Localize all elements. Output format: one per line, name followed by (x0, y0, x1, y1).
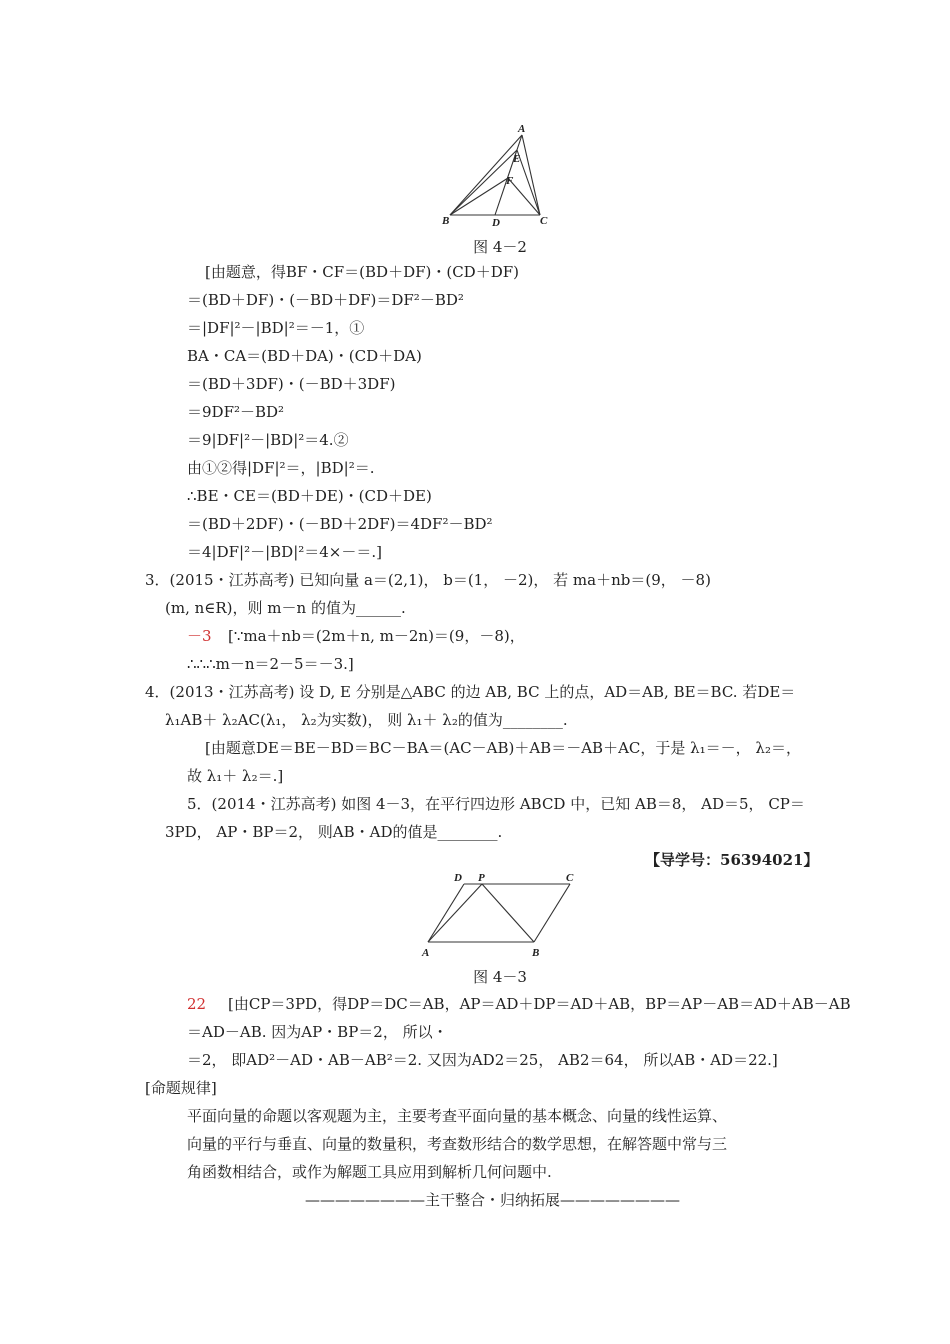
figure-4-3-caption: 图 4－3 (473, 968, 527, 986)
figure-4-3 (418, 870, 588, 960)
p3-stem-2: (m, n∈R)，则 m－n 的值为______. (165, 599, 406, 617)
p2-line-2: ＝(BD＋DF)・(－BD＋DF)＝DF²－BD² (187, 291, 464, 309)
rule-line-3: 角函数相结合，或作为解题工具应用到解析几何问题中. (187, 1163, 552, 1181)
p5-stem-1: 5．(2014・江苏高考) 如图 4－3，在平行四边形 ABCD 中，已知 AB＝8， AD＝5， CP＝ (187, 795, 805, 813)
edge-ad (428, 884, 464, 942)
p3-solution-1: [∵ma＋nb＝(2m＋n, m－2n)＝(9，－8)， (228, 627, 525, 645)
rule-line-1: 平面向量的命题以客观题为主，主要考查平面向量的基本概念、向量的线性运算、 (187, 1107, 728, 1125)
label-d: D (492, 217, 500, 229)
label-b: B (442, 215, 450, 227)
figure-4-2-caption: 图 4－2 (473, 238, 527, 256)
p2-line-6: ＝9DF²－BD² (187, 403, 285, 421)
label-c: C (540, 215, 548, 227)
p5-solution-3: ＝2， 即AD²－AD・AB－AB²＝2. 又因为AD2＝25， AB2＝64， 所以AB・AD＝22.] (187, 1051, 778, 1069)
label-b: B (532, 947, 540, 959)
p5-solution-2: ＝AD－AB. 因为AP・BP＝2， 所以・ (187, 1023, 448, 1041)
p3-stem-1: 3．(2015・江苏高考) 已知向量 a＝(2,1)， b＝(1， －2)， 若 ma＋nb＝(9， －8) (145, 571, 711, 589)
p3-answer: －3 (187, 627, 212, 645)
p3-solution-2: ∴∴∴m－n＝2－5＝－3.] (187, 655, 354, 673)
p2-line-5: ＝(BD＋3DF)・(－BD＋3DF) (187, 375, 396, 393)
p2-line-4: BA・CA＝(BD＋DA)・(CD＋DA) (187, 347, 422, 365)
p2-line-7: ＝9|DF|²－|BD|²＝4.② (187, 431, 349, 449)
label-f: F (506, 175, 514, 187)
section-divider: ————————主干整合・归纳拓展———————— (305, 1191, 681, 1209)
p5-solution-1: [由CP＝3PD，得DP＝DC＝AB，AP＝AD＋DP＝AD＋AB，BP＝AP－AB＝AD＋AB－AB (228, 995, 851, 1013)
p4-solution-1: [由题意DE＝BE－BD＝BC－BA＝(AC－AB)＋AB＝－AB＋AC，于是 λ₁＝－， λ₂＝， (205, 739, 801, 757)
label-c: C (566, 872, 574, 884)
p2-line-11: ＝4|DF|²－|BD|²＝4×－＝.] (187, 543, 383, 561)
rule-heading: [命题规律] (145, 1079, 217, 1097)
p2-line-1: [由题意，得BF・CF＝(BD＋DF)・(CD＋DF) (205, 263, 519, 281)
rule-line-2: 向量的平行与垂直、向量的数量积，考查数形结合的数学思想，在解答题中常与三 (187, 1135, 728, 1153)
p2-line-3: ＝|DF|²－|BD|²＝－1，① (187, 319, 365, 337)
label-d: D (454, 872, 462, 884)
p5-stem-2: 3PD， AP・BP＝2， 则AB・AD的值是________. (165, 823, 503, 841)
p5-reference-number: 【导学号：56394021】 (645, 851, 819, 869)
p4-stem-1: 4．(2013・江苏高考) 设 D, E 分别是△ABC 的边 AB, BC 上的点，AD＝AB, BE＝BC. 若DE＝ (145, 683, 796, 701)
label-a: A (518, 123, 526, 135)
segment-bp (482, 884, 534, 942)
edge-bc (534, 884, 570, 942)
segment-ce (517, 150, 540, 215)
figure-4-2 (440, 120, 560, 230)
p2-line-9: ∴BE・CE＝(BD＋DE)・(CD＋DE) (187, 487, 432, 505)
segment-ap (428, 884, 482, 942)
label-p: P (478, 872, 485, 884)
label-a: A (422, 947, 430, 959)
edge-ac (522, 135, 540, 215)
p4-solution-2: 故 λ₁＋ λ₂＝.] (187, 767, 284, 785)
p2-line-8: 由①②得|DF|²＝，|BD|²＝. (187, 459, 375, 477)
p5-answer: 22 (187, 995, 207, 1013)
p4-stem-2: λ₁AB＋ λ₂AC(λ₁， λ₂为实数)， 则 λ₁＋ λ₂的值为________. (165, 711, 568, 729)
p2-line-10: ＝(BD＋2DF)・(－BD＋2DF)＝4DF²－BD² (187, 515, 493, 533)
label-e: E (513, 153, 521, 165)
